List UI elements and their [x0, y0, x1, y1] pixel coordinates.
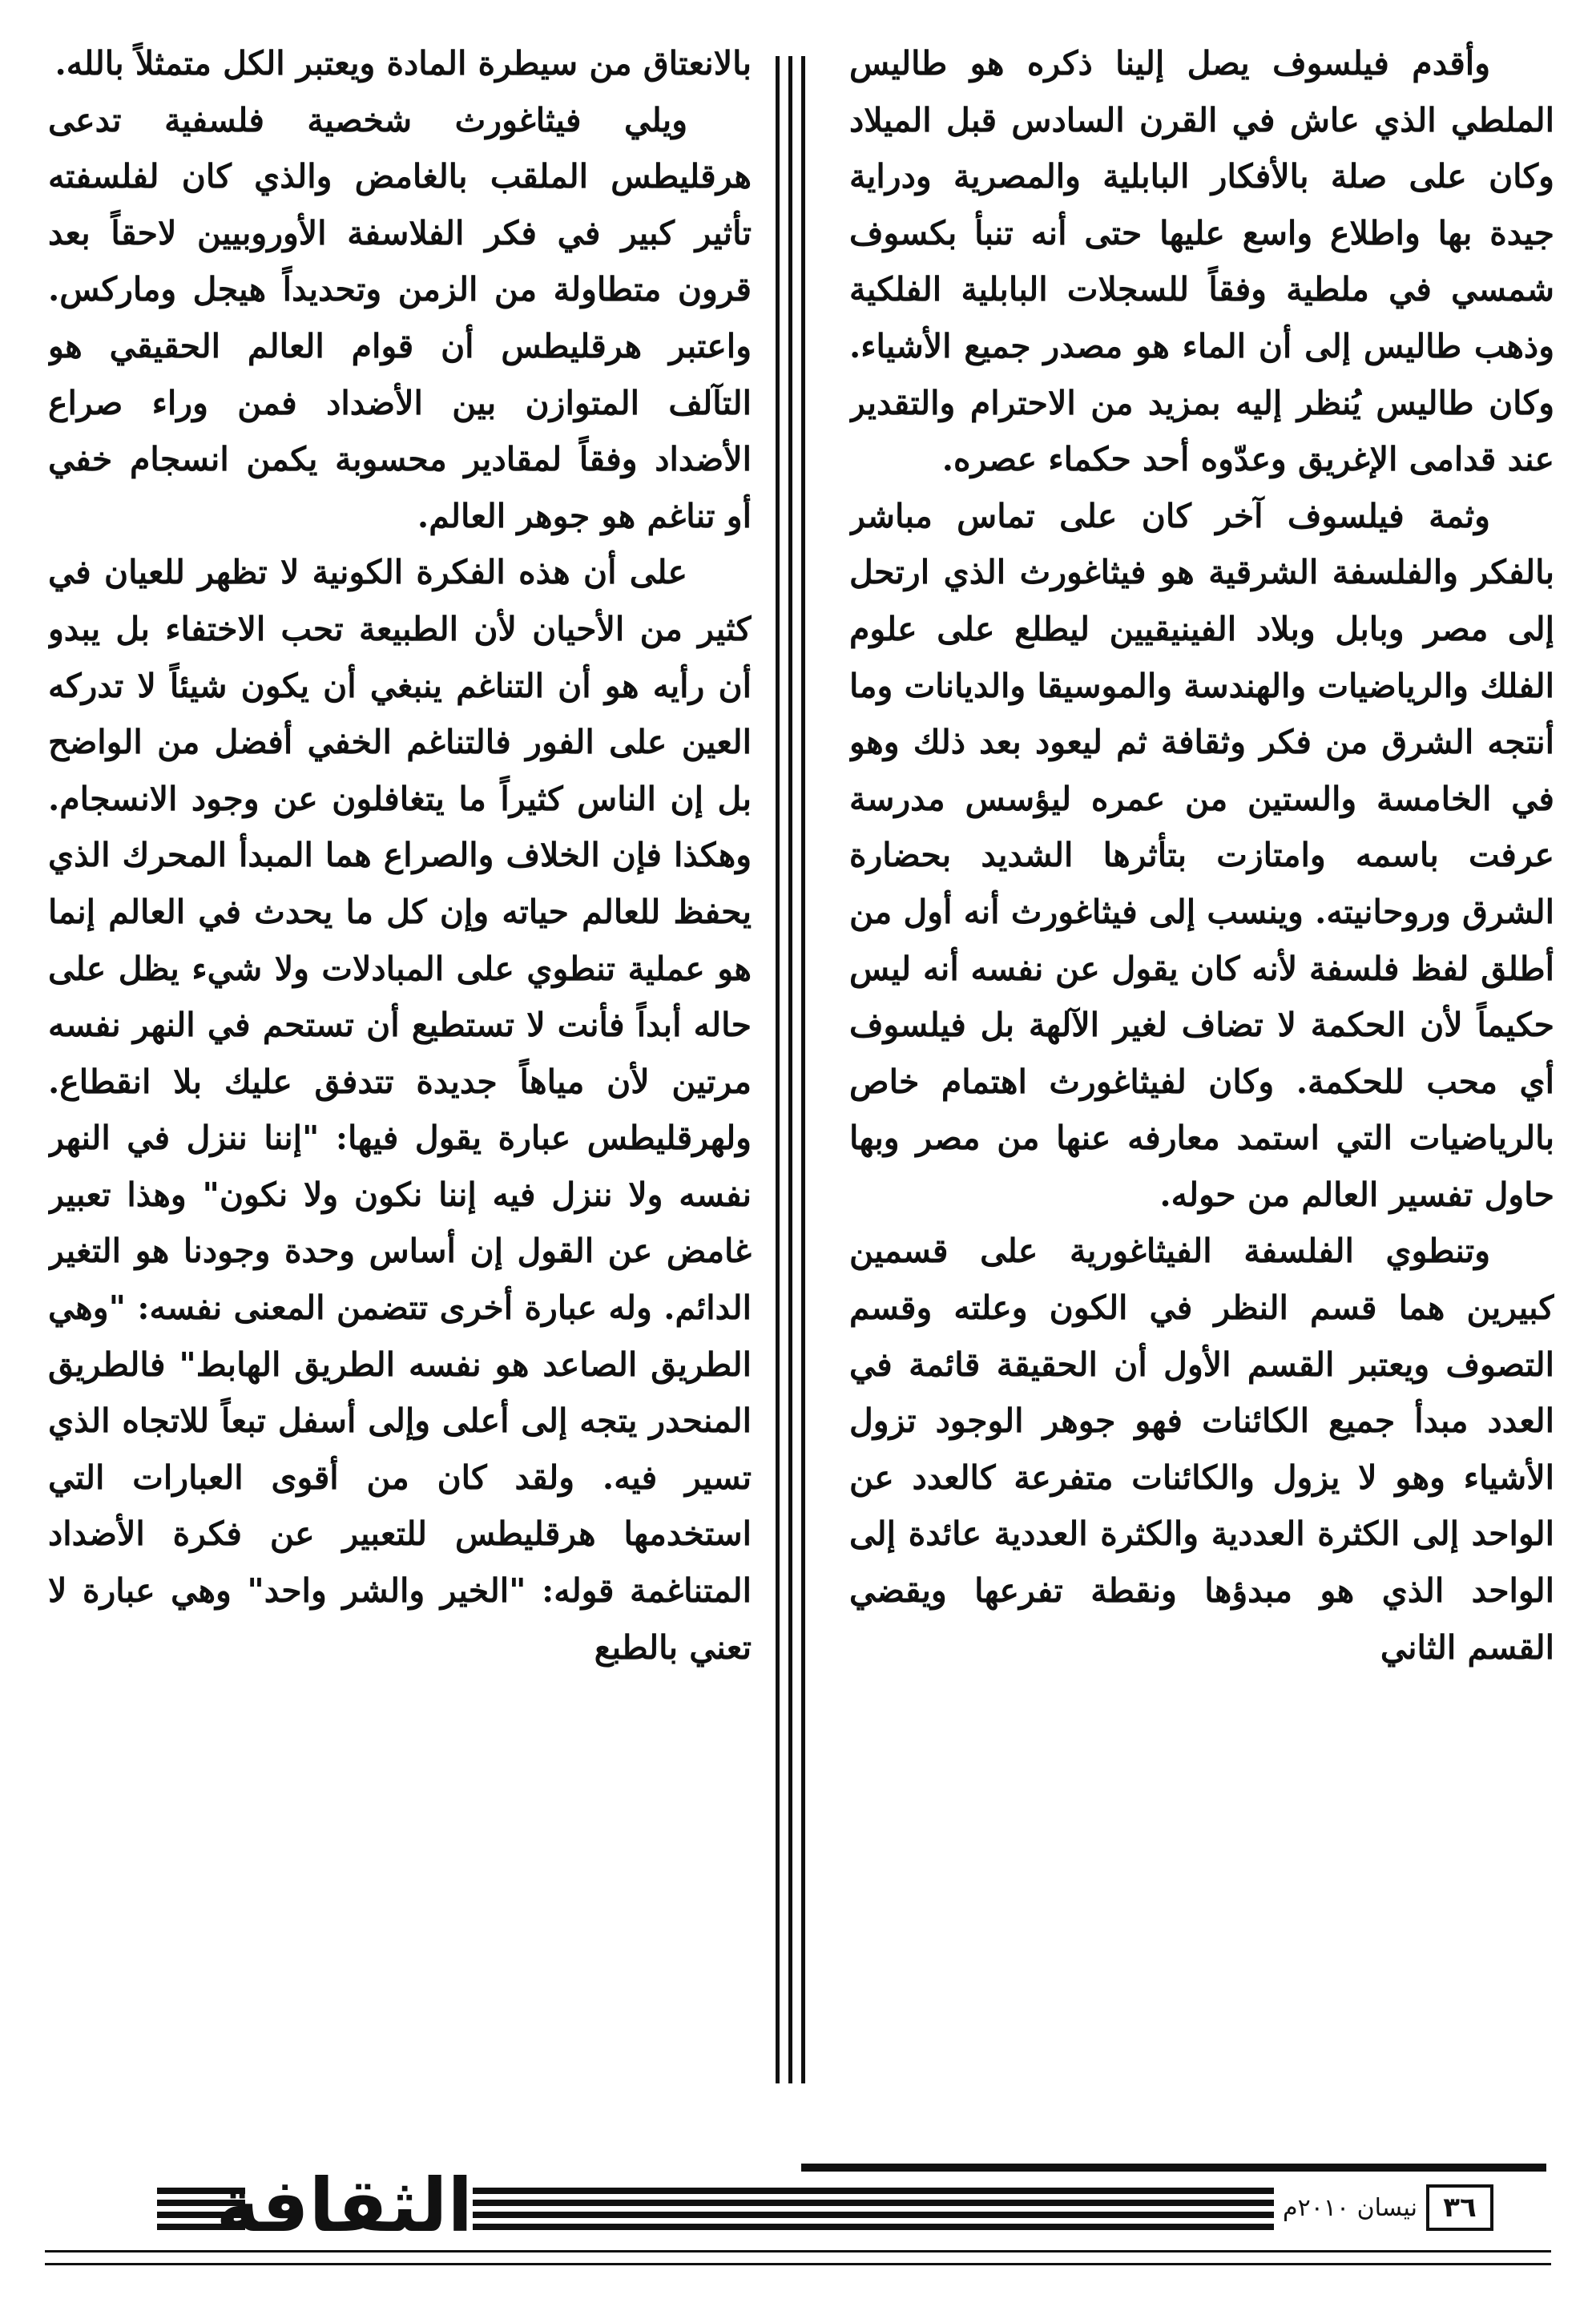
footer-rule — [45, 2263, 1551, 2265]
article-column-left — [48, 35, 752, 2087]
article-paragraph: وثمة فيلسوف آخر كان على تماس مباشر بالفكر والفلسفة الشرقية هو فيثاغورث الذي ارتحل إلى مصر وبابل وبلاد الفينيقيين ليطلع على علوم الفلك والرياضيات والهندسة والموسيقا والديانات وما أنتجه الشرق من فكر وثقافة ثم ليعود بعد ذلك وهو في الخامسة والستين من عمره ليؤسس مدرسة عرفت باسمه وامتازت بتأثرها الشديد بحضارة الشرق وروحانيته. وينسب إلى فيثاغورث أنه أول من أطلق لفظ فلسفة لأنه كان يقول عن نفسه أنه ليس حكيماً لأن الحكمة لا تضاف لغير الآلهة بل فيلسوف أي محب للحكمة. وكان لفيثاغورث اهتمام خاص بالرياضيات التي استمد معارفه عنها من مصر وبها حاول تفسير العالم من حوله. — [849, 496, 1554, 1214]
page-footer — [0, 2164, 1596, 2308]
article-paragraph: ويلي فيثاغورث شخصية فلسفية تدعى هرقليطس الملقب بالغامض والذي كان لفلسفته تأثير كبير في فكر الفلاسفة الأوروبيين لاحقاً بعد قرون متطاولة من الزمن وتحديداً هيجل وماركس. واعتبر هرقليطس أن قوام العالم الحقيقي هو التآلف المتوازن بين الأضداد فمن وراء صراع الأضداد وفقاً لمقادير محسوبة يكمن انسجام خفي أو تناغم هو جوهر العالم. — [48, 100, 752, 535]
article-column-right — [849, 35, 1554, 2087]
logo-stripes — [473, 2188, 1274, 2244]
magazine-logo: الثقافة — [216, 2163, 473, 2248]
article-paragraph: بالانعتاق من سيطرة المادة ويعتبر الكل متمثلاً بالله. — [54, 44, 752, 83]
page-number: ٣٦ — [1426, 2184, 1493, 2231]
footer-rule — [801, 2164, 1546, 2172]
column-divider — [788, 56, 792, 2083]
column-divider — [801, 56, 805, 2083]
issue-date: نيسان ٢٠١٠م — [1282, 2192, 1418, 2224]
article-paragraph: وتنطوي الفلسفة الفيثاغورية على قسمين كبيرين هما قسم النظر في الكون وعلته وقسم التصوف ويعتبر القسم الأول أن الحقيقة قائمة في العدد مبدأ جميع الكائنات فهو جوهر الوجود تزول الأشياء وهو لا يزول والكائنات متفرعة كالعدد عن الواحد إلى الكثرة العددية والكثرة العددية عائدة إلى الواحد الذي هو مبدؤها ونقطة تفرعها ويقضي القسم الثاني — [849, 1232, 1554, 1667]
footer-rule — [45, 2250, 1551, 2253]
article-paragraph: على أن هذه الفكرة الكونية لا تظهر للعيان في كثير من الأحيان لأن الطبيعة تحب الاختفاء بل يبدو أن رأيه هو أن التناغم ينبغي أن يكون شيئاً لا تدركه العين على الفور فالتناغم الخفي أفضل من الواضح بل إن الناس كثيراً ما يتغافلون عن وجود الانسجام. وهكذا فإن الخلاف والصراع هما المبدأ المحرك الذي يحفظ للعالم حياته وإن كل ما يحدث في العالم إنما هو عملية تنطوي على المبادلات ولا شيء يظل على حاله أبداً فأنت لا تستطيع أن تستحم في النهر نفسه مرتين لأن مياهاً جديدة تتدفق عليك بلا انقطاع. ولهرقليطس عبارة يقول فيها: "إننا ننزل في النهر نفسه ولا ننزل فيه إننا نكون ولا نكون" وهذا تعبير غامض عن القول إن أساس وحدة وجودنا هو التغير الدائم. وله عبارة أخرى تتضمن المعنى نفسه: "وهي الطريق الصاعد هو نفسه الطريق الهابط" فالطريق المنحدر يتجه إلى أعلى وإلى أسفل تبعاً للاتجاه الذي تسير فيه. ولقد كان من أقوى العبارات التي استخدمها هرقليطس للتعبير عن فكرة الأضداد المتناغمة قوله: "الخير والشر واحد" وهي عبارة لا تعني بالطبع — [48, 553, 752, 1667]
column-divider — [776, 56, 780, 2083]
article-paragraph: وأقدم فيلسوف يصل إلينا ذكره هو طاليس الملطي الذي عاش في القرن السادس قبل الميلاد وكان على صلة بالأفكار البابلية والمصرية ودراية جيدة بها واطلاع واسع عليها حتى أنه تنبأ بكسوف شمسي في ملطية وفقاً للسجلات البابلية الفلكية وذهب طاليس إلى أن الماء هو مصدر جميع الأشياء. وكان طاليس يُنظر إليه بمزيد من الاحترام والتقدير عند قدامى الإغريق وعدّوه أحد حكماء عصره. — [849, 44, 1554, 479]
